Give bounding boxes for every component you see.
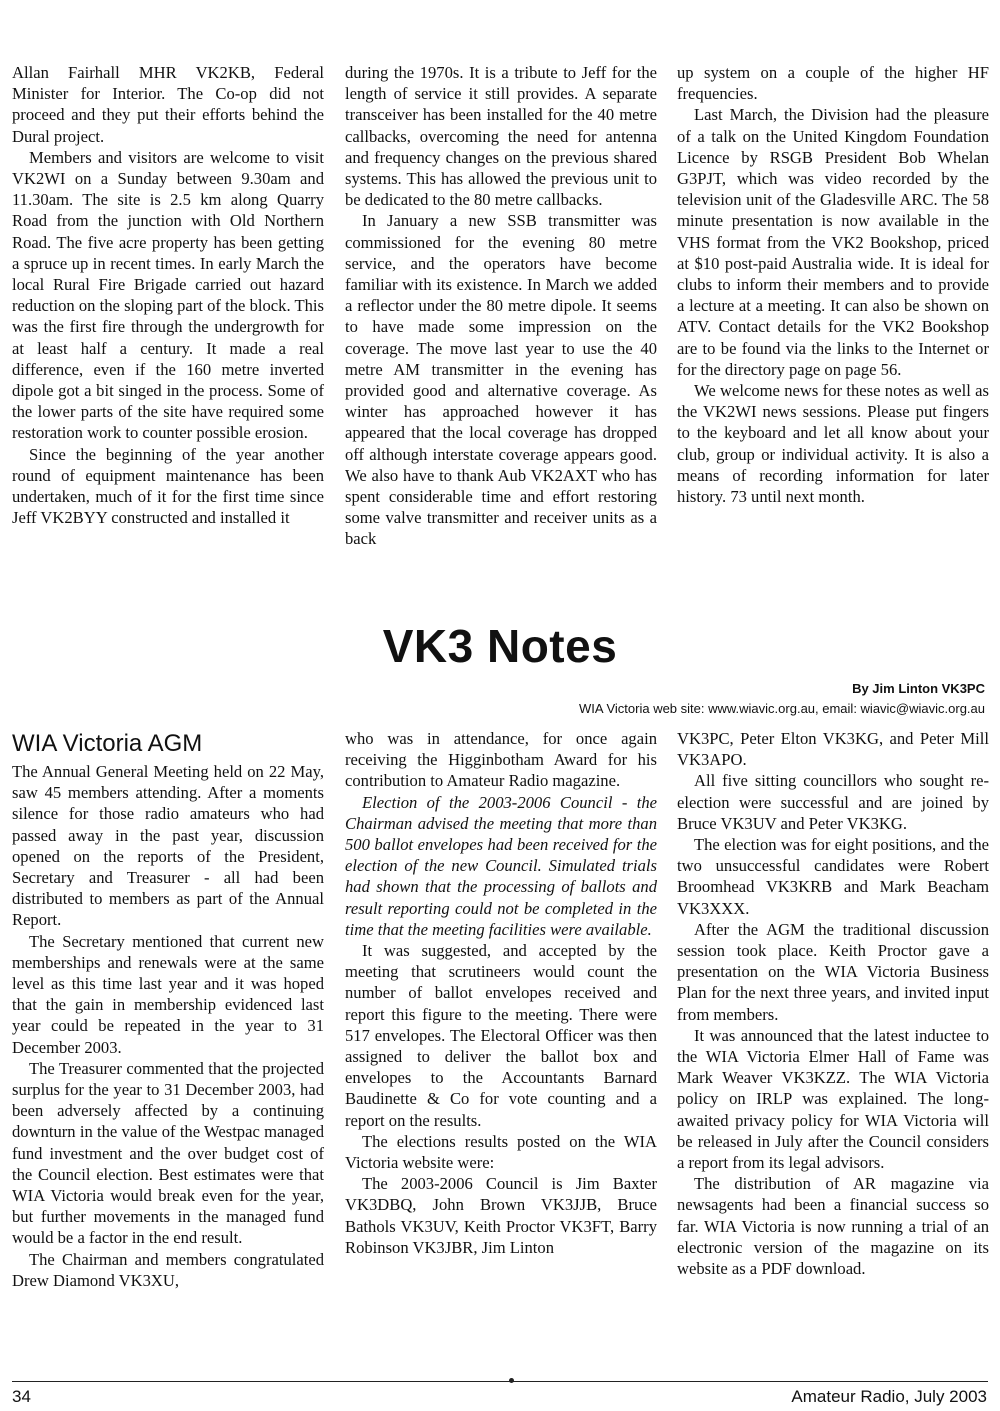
paragraph: who was in attendance, for once again receiving the Higginbotham Award for his contribution to Amateur Radio magazine. xyxy=(345,729,657,791)
footer-divider xyxy=(12,1381,988,1382)
paragraph: Members and visitors are welcome to visit VK2WI on a Sunday between 9.30am and 11.30am. The site is 2.5 km along Quarry Road from the junction with Old Northern Road. The five acre property has been getting a spruce up in recent times. In early March the local Rural Fire Brigade carried out hazard reduction on the sloping part of the block. This was the first fire through the undergrowth for at least half a century. It made a real difference, even if the 160 metre inverted dipole got a bit singed in the process. Some of the lower parts of the site have required some restoration work to counter possible erosion. xyxy=(12,147,324,443)
page-number: 34 xyxy=(12,1387,31,1406)
paragraph: The Secretary mentioned that current new memberships and renewals were at the same level as this time last year and it was hoped that the gain in membership evidenced last year could be repeated in the year to 31 December 2003. xyxy=(12,931,324,1057)
website-line: WIA Victoria web site: www.wiavic.org.au, email: wiavic@wiavic.org.au xyxy=(579,701,985,716)
page-title: VK3 Notes xyxy=(382,620,618,672)
top-column-2 xyxy=(345,62,657,550)
vk3-column-2 xyxy=(345,728,657,1258)
paragraph: After the AGM the traditional discussion session took place. Keith Proctor gave a presentation on the WIA Victoria Business Plan for the next three years, and invited input from members. xyxy=(677,919,989,1024)
paragraph: The distribution of AR magazine via newsagents had been a financial success so far. WIA Victoria is now running a trial of an electronic version of the magazine on its website as a PDF download. xyxy=(677,1174,989,1279)
paragraph: The 2003-2006 Council is Jim Baxter VK3DBQ, John Brown VK3JJB, Bruce Bathols VK3UV, Keith Proctor VK3FT, Barry Robinson VK3JBR, Jim Linton xyxy=(345,1174,657,1257)
paragraph: It was suggested, and accepted by the meeting that scrutineers would count the number of ballot envelopes received and report this figure to the meeting. There were 517 envelopes. The Electoral Officer was then assigned to deliver the ballot box and envelopes to the Accountants Barnard Baudinette & Co for vote counting and a report on the results. xyxy=(345,941,657,1130)
vk3-column-3 xyxy=(677,728,989,1279)
paragraph: It was announced that the latest inductee to the WIA Victoria Elmer Hall of Fame was Mark Weaver VK3KZZ. The WIA Victoria policy on IRLP was explained. The long-awaited privacy policy for WIA Victoria will be released in July after the Council considers a report from its legal advisors. xyxy=(677,1025,989,1173)
paragraph: up system on a couple of the higher HF frequencies. xyxy=(677,63,989,104)
top-column-1 xyxy=(12,62,324,528)
paragraph: In January a new SSB transmitter was commissioned for the evening 80 metre service, and the operators have become familiar with its existence. In March we added a reflector under the 80 metre dipole. It seems to have made some impression on the coverage. The move last year to use the 40 metre AM transmitter in the evening has provided good and alternative coverage. As winter has approached however it has appeared that the local coverage has dropped off although interstate coverage appears good. We also have to thank Aub VK2AXT who has spent considerable time and effort restoring some valve transmitter and receiver units as a back xyxy=(345,211,657,549)
paragraph: during the 1970s. It is a tribute to Jeff for the length of service it still provides. A separate transceiver has been installed for the 40 metre callbacks, overcoming the need for antenna and frequency changes on the previous shared systems. This has allowed the previous unit to be dedicated to the 80 metre callbacks. xyxy=(345,63,657,210)
paragraph: The election was for eight positions, and the two unsuccessful candidates were Robert Broomhead VK3KRB and Mark Beacham VK3XXX. xyxy=(677,835,989,918)
footer-ornament xyxy=(509,1378,514,1383)
paragraph: The Annual General Meeting held on 22 May, saw 45 members attending. After a moments silence for those radio amateurs who had passed away in the past year, discussion opened on the reports of the President, Secretary and Treasurer - all had been distributed to members as part of the Annual Report. xyxy=(12,762,324,930)
paragraph: The elections results posted on the WIA Victoria website were: xyxy=(345,1131,657,1173)
top-column-3 xyxy=(677,62,989,507)
paragraph: The Chairman and members congratulated Drew Diamond VK3XU, xyxy=(12,1249,324,1290)
publication-line: Amateur Radio, July 2003 xyxy=(791,1387,987,1406)
paragraph: The Treasurer commented that the projected surplus for the year to 31 December 2003, had been adversely affected by a continuing downturn in the value of the Westpac managed fund investment and the over budget cost of the Council election. Best estimates were that WIA Victoria would break even for the year, but further movements in the managed fund would be a factor in the end result. xyxy=(12,1058,324,1248)
paragraph: All five sitting councillors who sought re-election were successful and are joined by Bruce VK3UV and Peter VK3KG. xyxy=(677,771,989,833)
paragraph: Allan Fairhall MHR VK2KB, Federal Minister for Interior. The Co-op did not proceed and they put their efforts behind the Dural project. xyxy=(12,63,324,146)
vk3-column-1 xyxy=(12,761,324,1291)
paragraph: Since the beginning of the year another round of equipment maintenance has been undertaken, much of it for the first time since Jeff VK2BYY constructed and installed it xyxy=(12,444,324,528)
section-heading: WIA Victoria AGM xyxy=(12,730,203,757)
paragraph-italic: Election of the 2003-2006 Council - the Chairman advised the meeting that more than 500 ballot envelopes had been received for the election of the new Council. Simulated trials had shown that the processing of ballots and result reporting could not be completed in the time that the meeting facilities were available. xyxy=(345,792,657,939)
paragraph: Last March, the Division had the pleasure of a talk on the United Kingdom Foundation Licence by RSGB President Bob Whelan G3PJT, which was video recorded by the television unit of the Gladesville ARC. The 58 minute presentation is now available in the VHS format from the VK2 Bookshop, priced at $10 post-paid Australia wide. It is ideal for clubs to inform their members and to provide a lecture at a meeting. It can also be shown on ATV. Contact details for the VK2 Bookshop are to be found via the links to the Internet or for the directory page on page 56. xyxy=(677,105,989,379)
paragraph: We welcome news for these notes as well as the VK2WI news sessions. Please put fingers to the keyboard and let all know about your club, group or individual activity. It is also a means of recording information for later history. 73 until next month. xyxy=(677,381,989,507)
author-byline: By Jim Linton VK3PC xyxy=(852,681,985,696)
paragraph: VK3PC, Peter Elton VK3KG, and Peter Mill VK3APO. xyxy=(677,729,989,770)
